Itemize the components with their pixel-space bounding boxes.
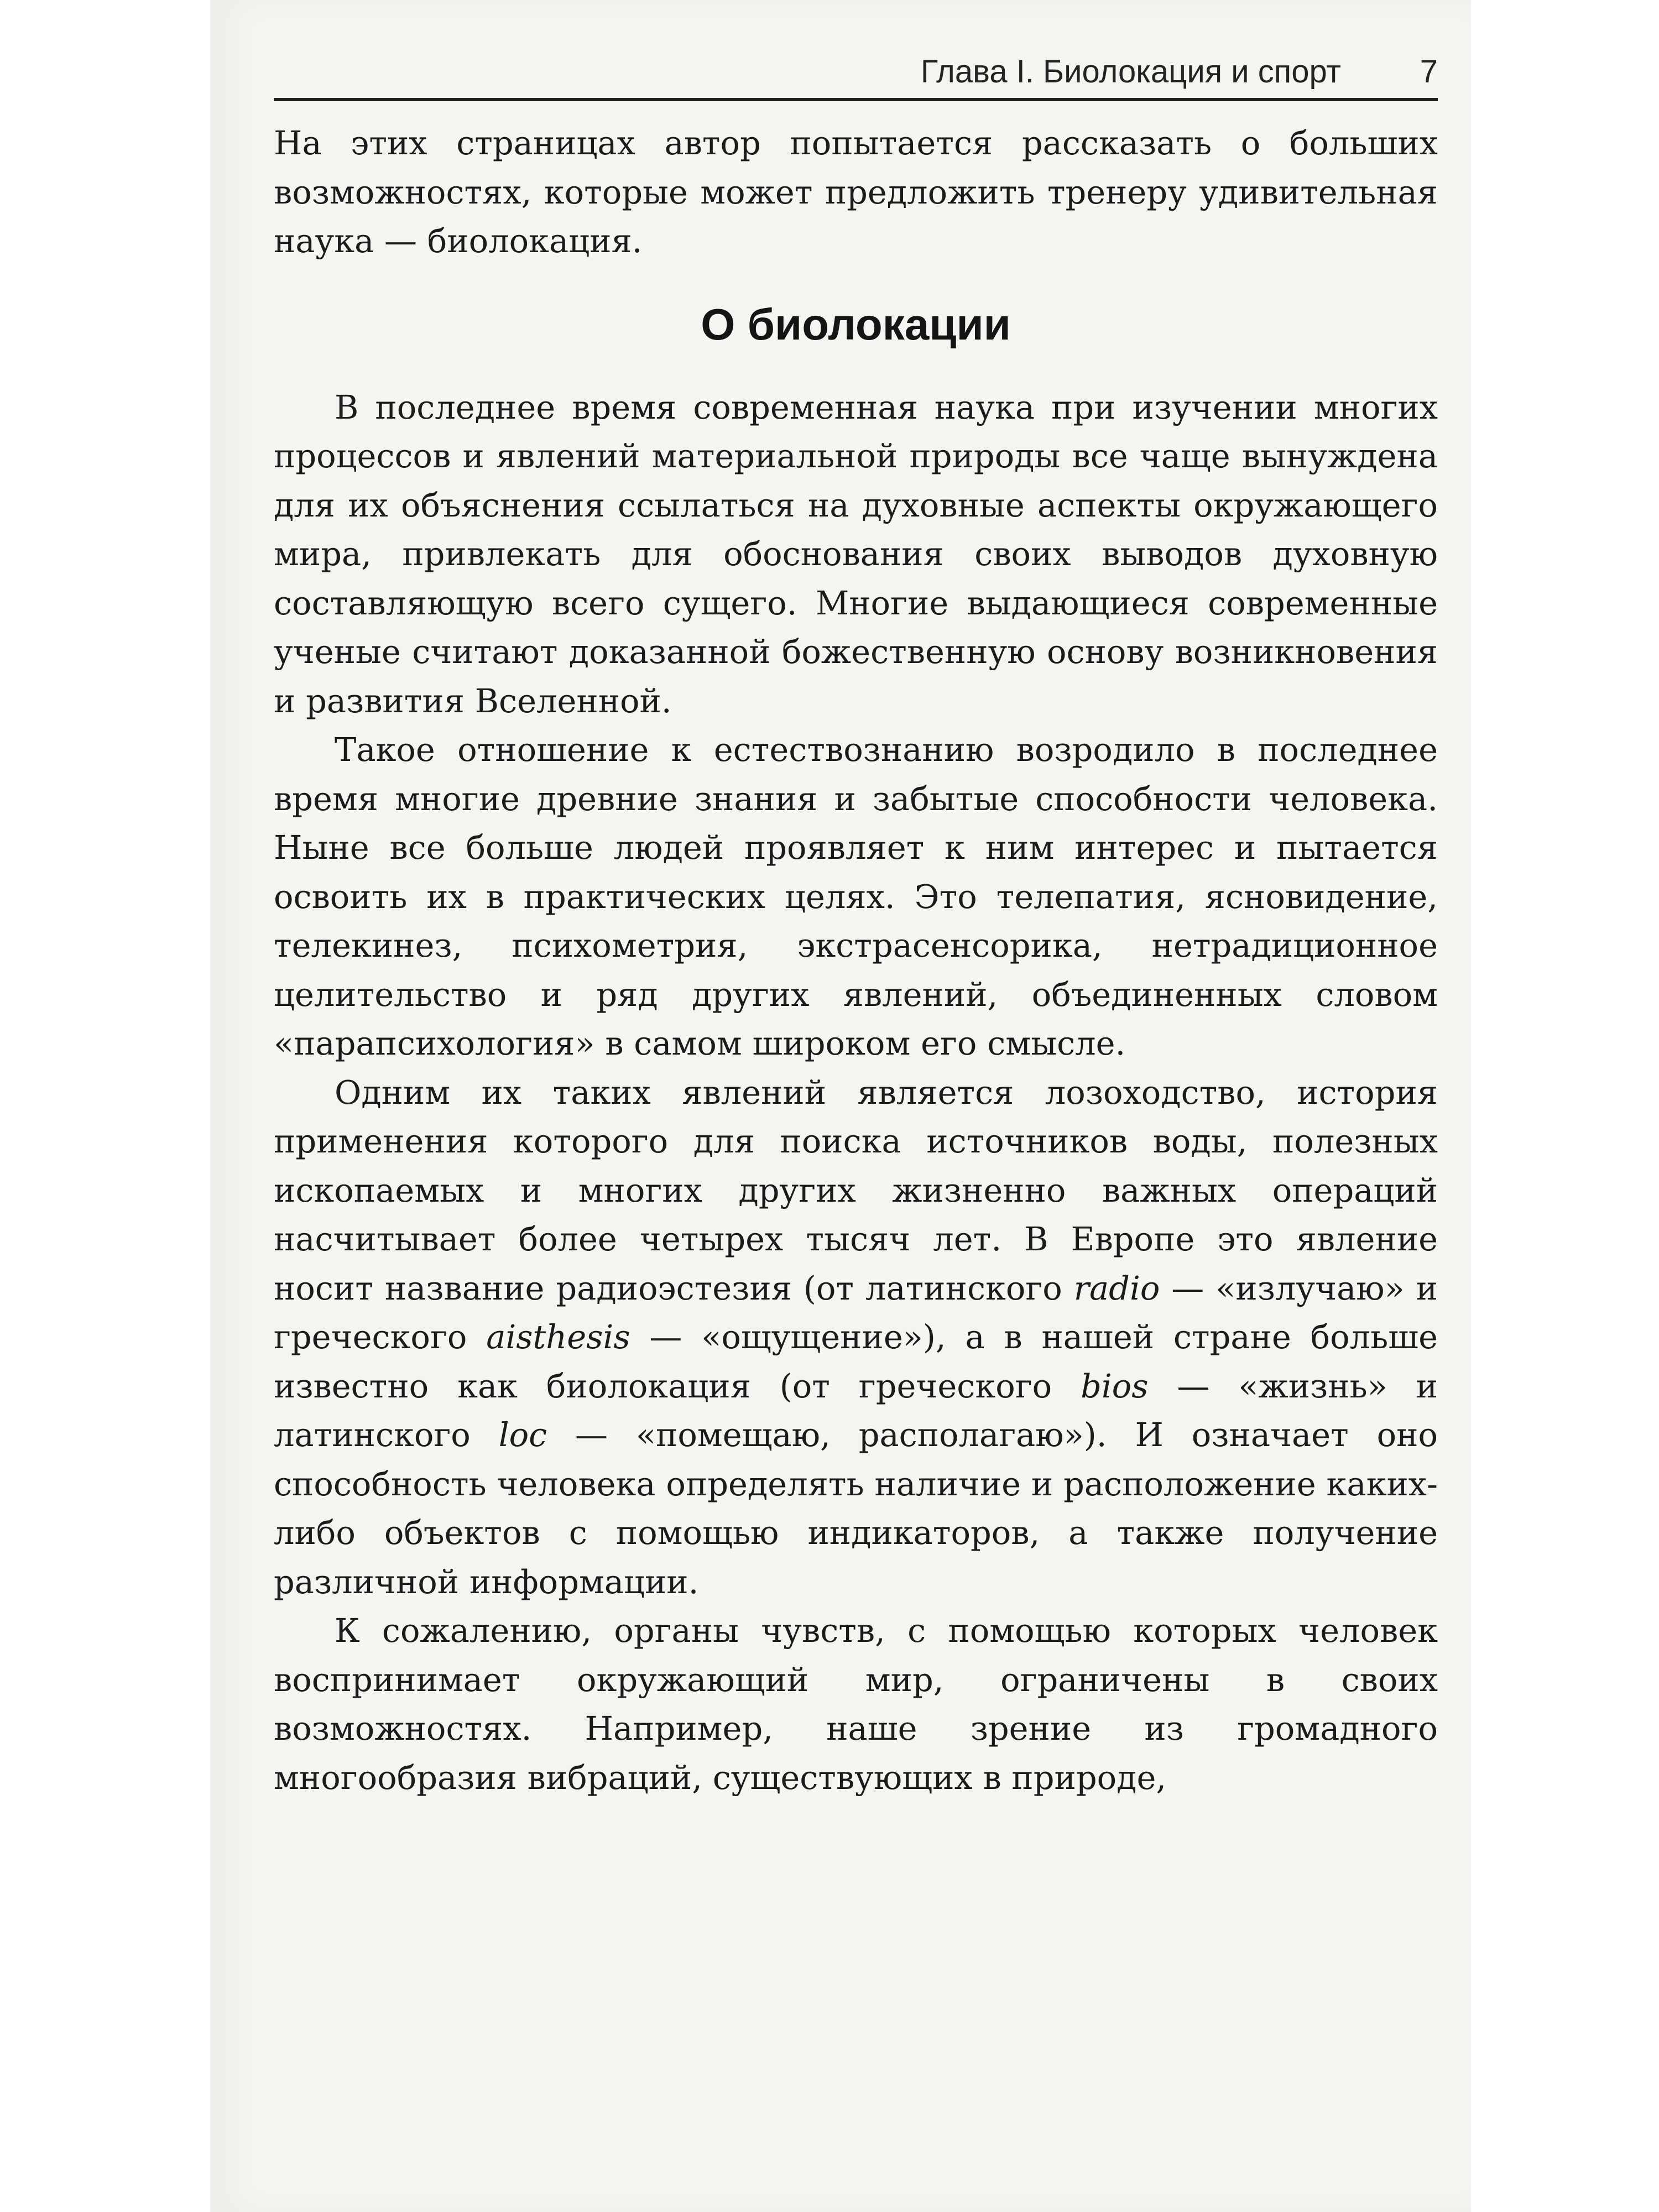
book-page: [210, 0, 1471, 2212]
running-header: [274, 45, 1438, 101]
header-rule: [274, 98, 1438, 101]
paragraph-3-text: — «ощущение»), а в нашей стране больше известно как биолокация (от греческого: [274, 1318, 1438, 1405]
paragraph-3-text: — «помещаю, располагаю»). И означает оно способность человека определять наличие и расположение каких-либо объектов с помощью индикаторов, а также получение различной информации.: [274, 1416, 1438, 1601]
chapter-title: Глава I. Биолокация и спорт: [920, 54, 1341, 90]
paragraph-2: Такое отношение к естествознанию возродило в последнее время многие древние знания и забытые способности человека. Ныне все больше людей проявляет к ним интерес и пытается освоить их в практических целях. Это телепатия, ясновидение, телекинез, психометрия, экстрасенсорика, нетрадиционное целительство и ряд других явлений, объединенных словом «парапсихология» в самом широком его смысле.: [274, 731, 1438, 1062]
term-aisthesis: aisthesis: [486, 1318, 630, 1356]
paragraph-3-text: — «излучаю» и греческого: [274, 1269, 1438, 1356]
term-loc: loc: [498, 1416, 547, 1454]
paragraph-4: К сожалению, органы чувств, с помощью которых человек воспринимает окружающий мир, ограничены в своих возможностях. Например, наше зрение из громадного многообразия вибраций, существующих в природе,: [274, 1611, 1438, 1797]
paragraph-3-text: — «жизнь» и латинского: [274, 1366, 1438, 1454]
paragraph-1: В последнее время современная наука при изучении многих процессов и явлений материальной природы все чаще вынуждена для их объяснения ссылаться на духовные аспекты окружающего мира, привлекать для обоснования своих выводов духовную составляющую всего сущего. Многие выдающиеся современные ученые считают доказанной божественную основу возникновения и развития Вселенной.: [274, 388, 1438, 720]
term-radio: radio: [1073, 1269, 1160, 1307]
page-number: 7: [1420, 54, 1438, 90]
section-heading: О биолокации: [701, 299, 1011, 349]
term-bios: bios: [1081, 1366, 1149, 1405]
intro-paragraph: На этих страницах автор попытается рассказать о больших возможностях, которые может предложить тренеру удивительная наука — биолокация.: [274, 124, 1438, 260]
page-body: [274, 119, 1438, 1802]
paragraph-3-text: Одним их таких явлений является лозоходство, история применения которого для поиска источников воды, полезных ископаемых и многих других жизненно важных операций насчитывает более четырех тысяч лет. В Европе это явление носит название радиоэстезия (от латинского: [274, 1073, 1438, 1307]
paragraph-3: [274, 1068, 1438, 1607]
